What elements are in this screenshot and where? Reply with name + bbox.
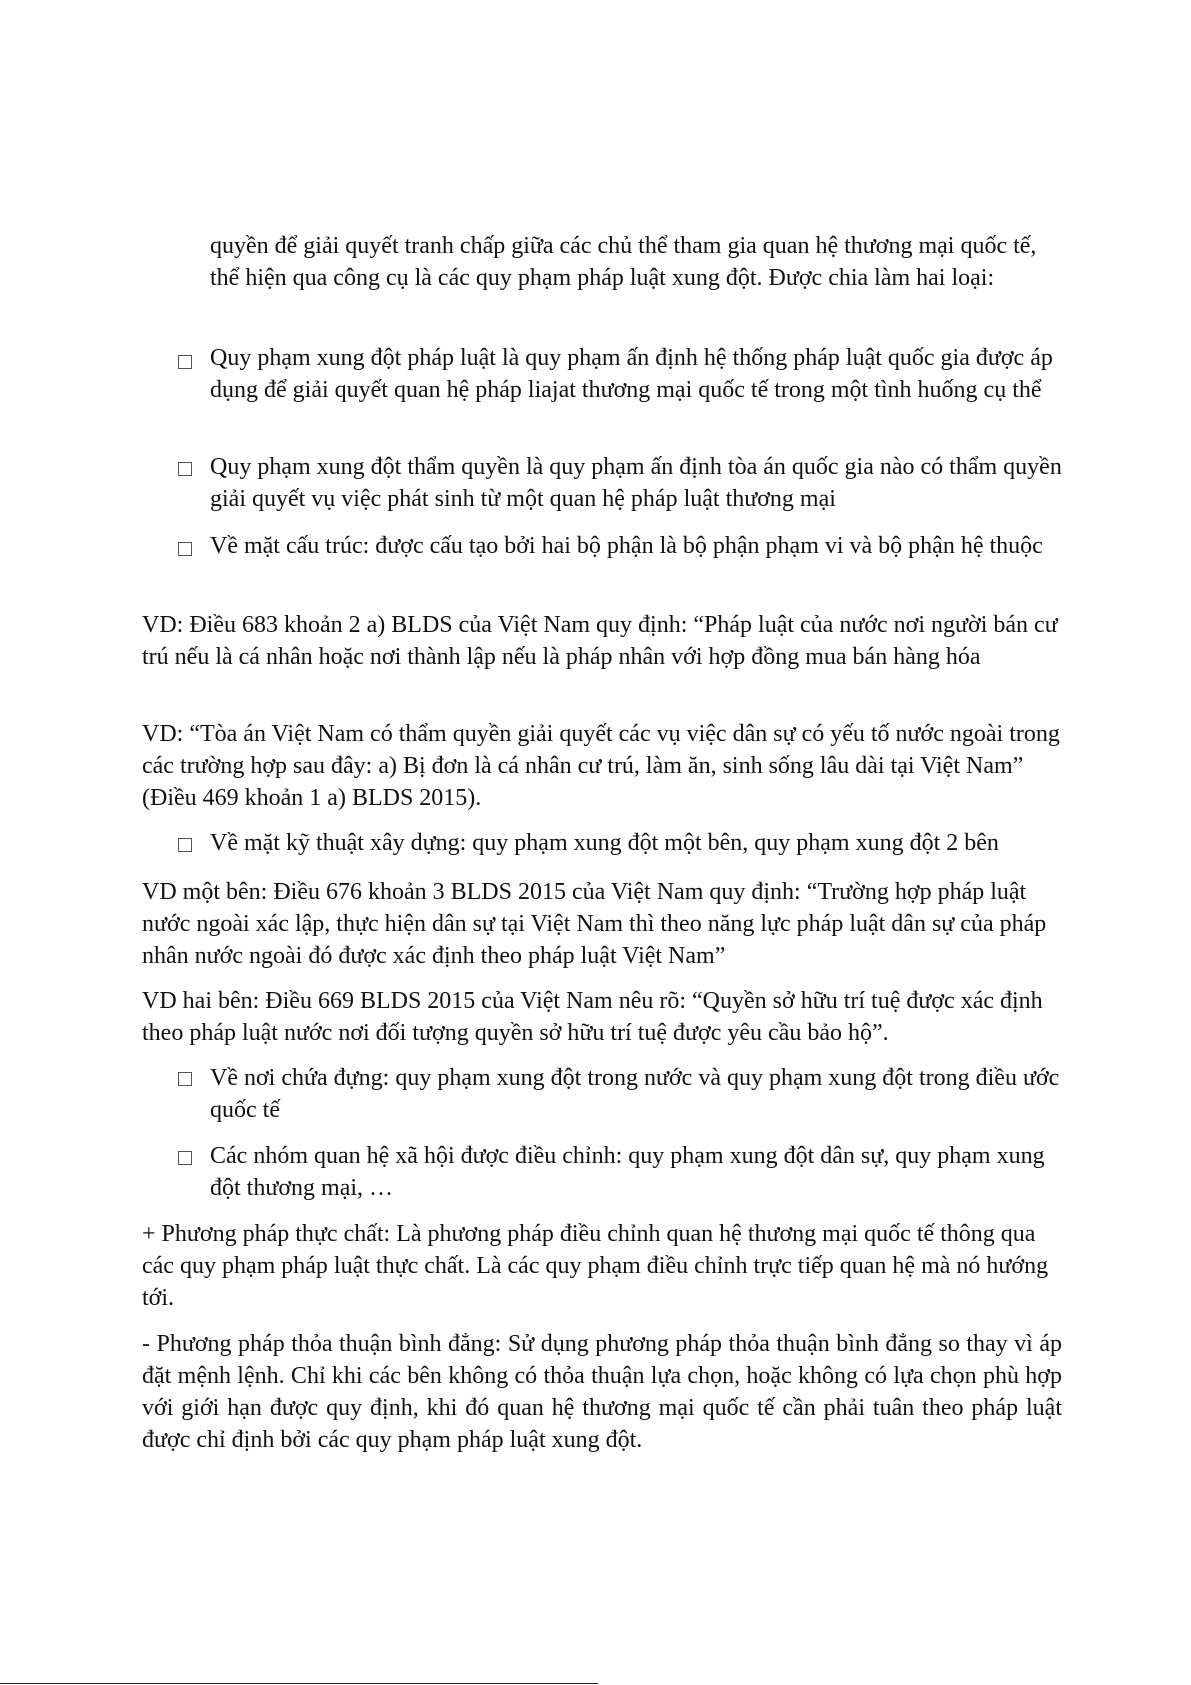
footer-divider (0, 1683, 598, 1684)
example-two-sided: VD hai bên: Điều 669 BLDS 2015 của Việt Nam nêu rõ: “Quyền sở hữu trí tuệ được xác định theo pháp luật nước nơi đối tượng quyền sở hữu trí tuệ được yêu cầu bảo hộ”. (142, 988, 1043, 1046)
bullet-item-conflict-of-laws: Quy phạm xung đột pháp luật là quy phạm ấn định hệ thống pháp luật quốc gia được áp dụng để giải quyết quan hệ pháp liajat thương mại quốc tế trong một tình huống cụ thể (210, 345, 1053, 403)
bullet-icon (178, 462, 192, 476)
bullet-item-conflict-of-jurisdiction: Quy phạm xung đột thẩm quyền là quy phạm ấn định tòa án quốc gia nào có thẩm quyền giải quyết vụ việc phát sinh từ một quan hệ pháp luật thương mại (210, 454, 1062, 512)
continuation-paragraph: quyền để giải quyết tranh chấp giữa các chủ thể tham gia quan hệ thương mại quốc tế, thể hiện qua công cụ là các quy phạm pháp luật xung đột. Được chia làm hai loại: (210, 233, 1037, 291)
bullet-icon (178, 1072, 192, 1086)
bullet-icon (178, 1151, 192, 1165)
bullet-item-structure: Về mặt cấu trúc: được cấu tạo bởi hai bộ phận là bộ phận phạm vi và bộ phận hệ thuộc (210, 533, 1043, 559)
example-one-sided: VD một bên: Điều 676 khoản 3 BLDS 2015 của Việt Nam quy định: “Trường hợp pháp luật nước ngoài xác lập, thực hiện dân sự tại Việt Nam thì theo năng lực pháp luật dân sự của pháp nhân nước ngoài đó được xác định theo pháp luật Việt Nam” (142, 879, 1047, 969)
substantive-method-paragraph: + Phương pháp thực chất: Là phương pháp điều chỉnh quan hệ thương mại quốc tế thông qua các quy phạm pháp luật thực chất. Là các quy phạm điều chỉnh trực tiếp quan hệ mà nó hướng tới. (142, 1221, 1049, 1311)
bullet-icon (178, 355, 192, 369)
example-article-683: VD: Điều 683 khoản 2 a) BLDS của Việt Nam quy định: “Pháp luật của nước nơi người bán cư trú nếu là cá nhân hoặc nơi thành lập nếu là pháp nhân với hợp đồng mua bán hàng hóa (142, 612, 1058, 670)
bullet-item-location: Về nơi chứa đựng: quy phạm xung đột trong nước và quy phạm xung đột trong điều ước quốc tế (210, 1065, 1060, 1123)
bullet-item-technique: Về mặt kỹ thuật xây dựng: quy phạm xung đột một bên, quy phạm xung đột 2 bên (210, 830, 999, 856)
bullet-item-social-relations: Các nhóm quan hệ xã hội được điều chỉnh: quy phạm xung đột dân sự, quy phạm xung đột thương mại, … (210, 1143, 1045, 1201)
bullet-icon (178, 542, 192, 556)
equal-agreement-method-paragraph: - Phương pháp thỏa thuận bình đẳng: Sử dụng phương pháp thỏa thuận bình đẳng so thay vì áp đặt mệnh lệnh. Chỉ khi các bên không có thỏa thuận lựa chọn, hoặc không có lựa chọn phù hợp với giới hạn được quy định, khi đó quan hệ thương mại quốc tế cần phải tuân theo pháp luật được chỉ định bởi các quy phạm pháp luật xung đột. (142, 1331, 1062, 1453)
bullet-icon (178, 838, 192, 852)
example-article-469: VD: “Tòa án Việt Nam có thẩm quyền giải quyết các vụ việc dân sự có yếu tố nước ngoài trong các trường hợp sau đây: a) Bị đơn là cá nhân cư trú, làm ăn, sinh sống lâu dài tại Việt Nam” (Điều 469 khoản 1 a) BLDS 2015). (142, 721, 1060, 811)
